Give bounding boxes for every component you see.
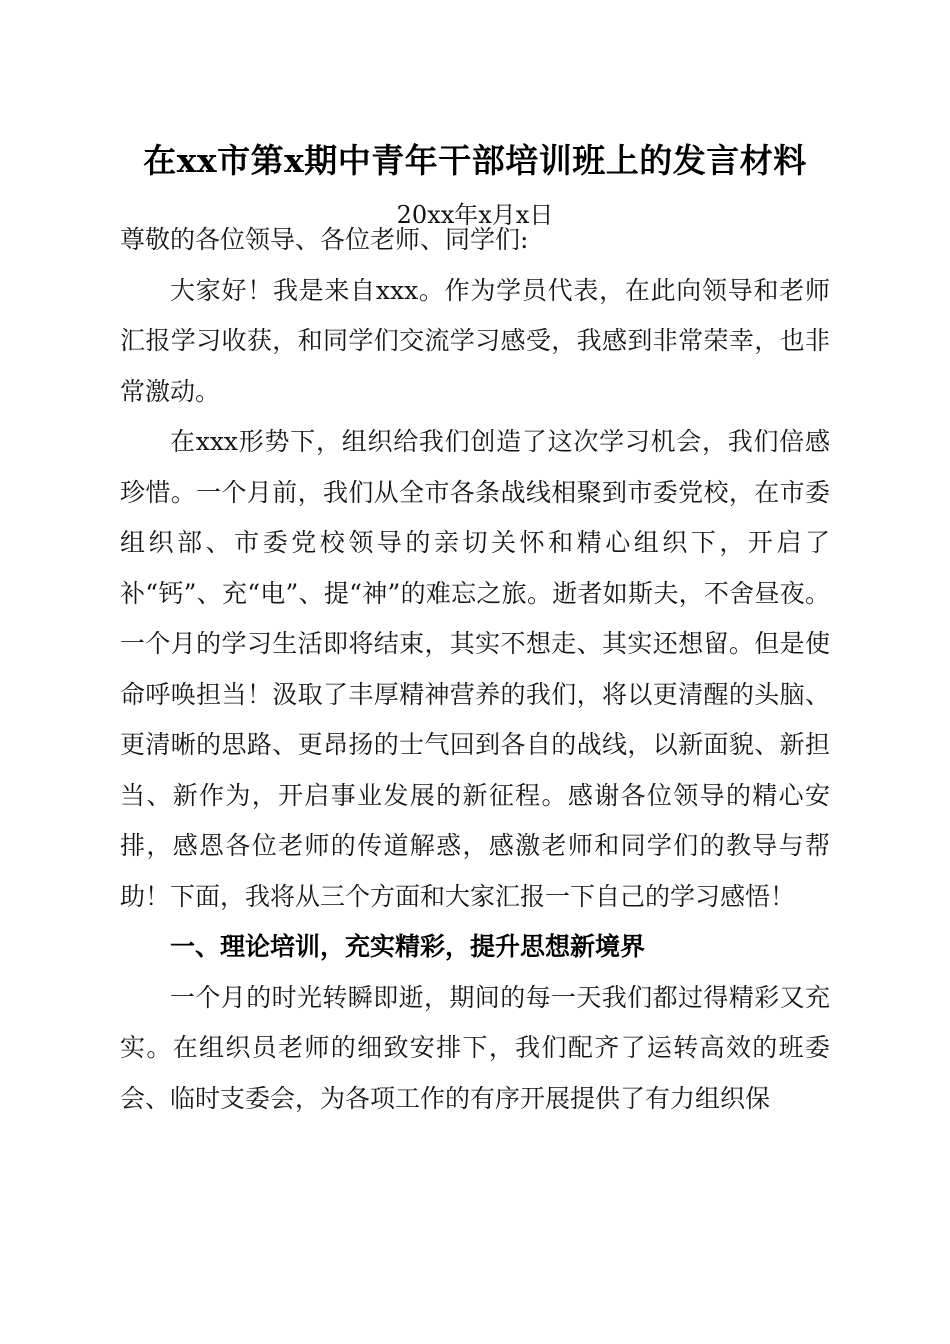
document-date: 20xx年x月x日 bbox=[396, 201, 554, 229]
salutation: 尊敬的各位领导、各位老师、同学们: bbox=[120, 225, 529, 254]
paragraph-introduction: 在xxx形势下，组织给我们创造了这次学习机会，我们倍感珍惜。一个月前，我们从全市各条战线相聚到市委党校，在市委组织部、市委党校领导的亲切关怀和精心组织下，开启了补“钙”、充“电”、提“神”的难忘之旅。逝者如斯夫，不舍昼夜。一个月的学习生活即将结束，其实不想走、其实还想留。但是使命呼唤担当！汲取了丰厚精神营养的我们，将以更清醒的头脑、更清晰的思路、更昂扬的士气回到各自的战线，以新面貌、新担当、新作为，开启事业发展的新征程。感谢各位领导的精心安排，感恩各位老师的传道解惑，感激老师和同学们的教导与帮助！下面，我将从三个方面和大家汇报一下自己的学习感悟！ bbox=[120, 427, 830, 911]
paragraph-greeting: 大家好！我是来自xxx。作为学员代表，在此向领导和老师汇报学习收获，和同学们交流学习感受，我感到非常荣幸，也非常激动。 bbox=[120, 275, 830, 406]
section-heading: 一、理论培训，充实精彩，提升思想新境界 bbox=[170, 932, 646, 961]
section-paragraph: 一个月的时光转瞬即逝，期间的每一天我们都过得精彩又充实。在组织员老师的细致安排下，我们配齐了运转高效的班委会、临时支委会，为各项工作的有序开展提供了有力组织保 bbox=[120, 982, 830, 1113]
document-body bbox=[120, 215, 830, 1124]
document-title: 在xx市第x期中青年干部培训班上的发言材料 bbox=[143, 141, 807, 180]
